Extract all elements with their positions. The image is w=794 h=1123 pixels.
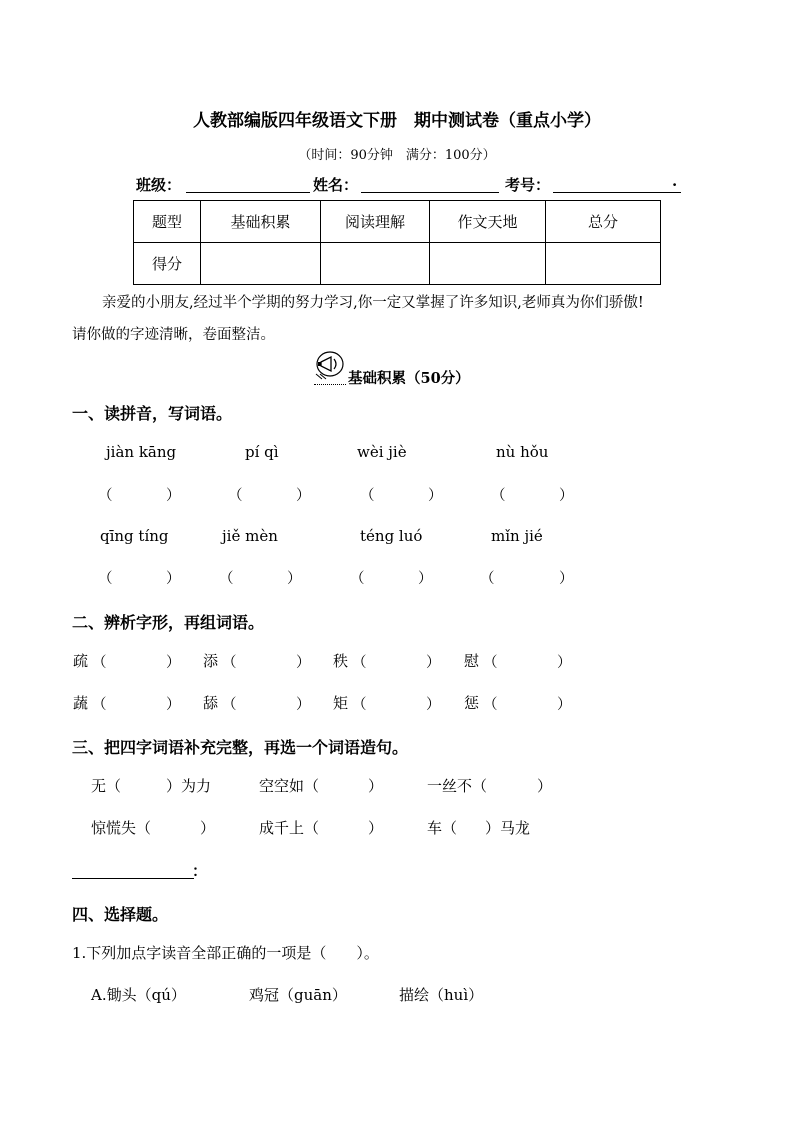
pinyin: mǐn jié [491,527,543,545]
char: 蔬 [73,694,89,712]
speaker-megaphone-icon [312,350,348,382]
option-a-word: A.锄头（qú） [91,986,186,1004]
intro-line-2: 请你做的字迹清晰，卷面整洁。 [72,327,275,343]
answer-paren-open: （ [350,571,365,587]
answer-paren-close: ） [166,488,181,504]
answer-paren-close: ） [557,697,572,713]
q2-heading: 二、辨析字形，再组词语。 [72,613,265,632]
answer-paren-close: ） [166,697,181,713]
char: 添 [203,652,219,670]
answer-paren-open: （ [92,697,107,713]
answer-paren-open: （ [219,571,234,587]
answer-paren-open: （ [360,488,375,504]
q3-heading: 三、把四字词语补充完整，再选一个词语造句。 [72,738,409,757]
answer-paren-open: （ [98,571,113,587]
pinyin: jiě mèn [222,527,278,545]
answer-paren-open: （ [480,571,495,587]
name-label: 姓名： [313,176,359,194]
section-underline [314,384,346,385]
idiom-post: ）马龙 [485,819,531,837]
answer-paren-open: （ [491,488,506,504]
pinyin: téng luó [360,527,423,545]
idiom-pre: 空空如（ [259,777,320,795]
answer-paren-close: ） [166,571,181,587]
char: 疏 [73,652,89,670]
score-cell[interactable] [430,243,546,285]
idiom-pre: 无（ [91,777,122,795]
score-table-header: 作文天地 [430,201,546,243]
score-table-header: 题型 [134,201,201,243]
idiom-pre: 一丝不（ [427,777,488,795]
answer-paren-close: ） [559,571,574,587]
pinyin: wèi jiè [357,443,407,461]
question-1: 1.下列加点字读音全部正确的一项是（ ）。 [72,944,379,962]
idiom-post: ）为力 [166,777,212,795]
answer-paren-close: ） [426,697,441,713]
char: 慰 [464,652,480,670]
idiom-post: ） [368,777,384,795]
idiom-pre: 惊慌失（ [91,819,152,837]
answer-paren-close: ） [166,655,181,671]
exam-no-label: 考号： [505,176,551,194]
answer-paren-close: ） [426,655,441,671]
score-cell[interactable] [201,243,321,285]
class-label: 班级： [136,176,182,194]
score-table [133,200,661,285]
char: 舔 [203,694,219,712]
intro-line-1: 亲爱的小朋友,经过半个学期的努力学习,你一定又掌握了许多知识,老师真为你们骄傲! [102,295,644,311]
answer-paren-close: ） [418,571,433,587]
answer-paren-open: （ [352,697,367,713]
char: 秩 [333,652,349,670]
answer-paren-close: ） [287,571,302,587]
sentence-colon: ： [192,862,208,880]
answer-paren-close: ） [296,655,311,671]
exam-no-field[interactable] [553,176,681,193]
answer-paren-open: （ [98,488,113,504]
answer-paren-open: （ [222,697,237,713]
score-table-header: 基础积累 [201,201,321,243]
idiom-pre: 成千上（ [259,819,320,837]
name-field[interactable] [361,176,499,193]
answer-paren-close: ） [559,488,574,504]
exam-subtitle: （时间：90分钟 满分：100分） [298,148,496,163]
answer-paren-close: ） [296,488,311,504]
q4-heading: 四、选择题。 [72,905,169,924]
pinyin: pí qì [245,443,279,461]
answer-paren-open: （ [352,655,367,671]
idiom-pre: 车（ [427,819,458,837]
pinyin: nù hǒu [496,443,549,461]
idiom-post: ） [200,819,216,837]
score-table-header: 总分 [546,201,661,243]
section-title: 基础积累（50分） [348,370,470,387]
char: 矩 [333,694,349,712]
answer-paren-close: ） [296,697,311,713]
score-table-header: 阅读理解 [321,201,430,243]
char: 惩 [464,694,480,712]
pinyin: qīng tíng [100,527,169,545]
sentence-blank[interactable] [72,862,194,879]
q1-heading: 一、读拼音，写词语。 [72,404,233,423]
answer-paren-close: ） [557,655,572,671]
pinyin: jiàn kāng [106,443,177,461]
class-field[interactable] [186,176,310,193]
answer-paren-open: （ [228,488,243,504]
answer-paren-open: （ [222,655,237,671]
answer-paren-open: （ [483,697,498,713]
score-row-label: 得分 [134,243,201,285]
page-title: 人教部编版四年级语文下册 期中测试卷（重点小学） [193,111,601,131]
score-cell[interactable] [546,243,661,285]
answer-paren-open: （ [92,655,107,671]
end-mark: . [672,172,678,190]
idiom-post: ） [368,819,384,837]
option-a-word: 描绘（huì） [399,986,484,1004]
answer-paren-open: （ [483,655,498,671]
idiom-post: ） [537,777,553,795]
answer-paren-close: ） [428,488,443,504]
score-cell[interactable] [321,243,430,285]
option-a-word: 鸡冠（guān） [249,986,347,1004]
